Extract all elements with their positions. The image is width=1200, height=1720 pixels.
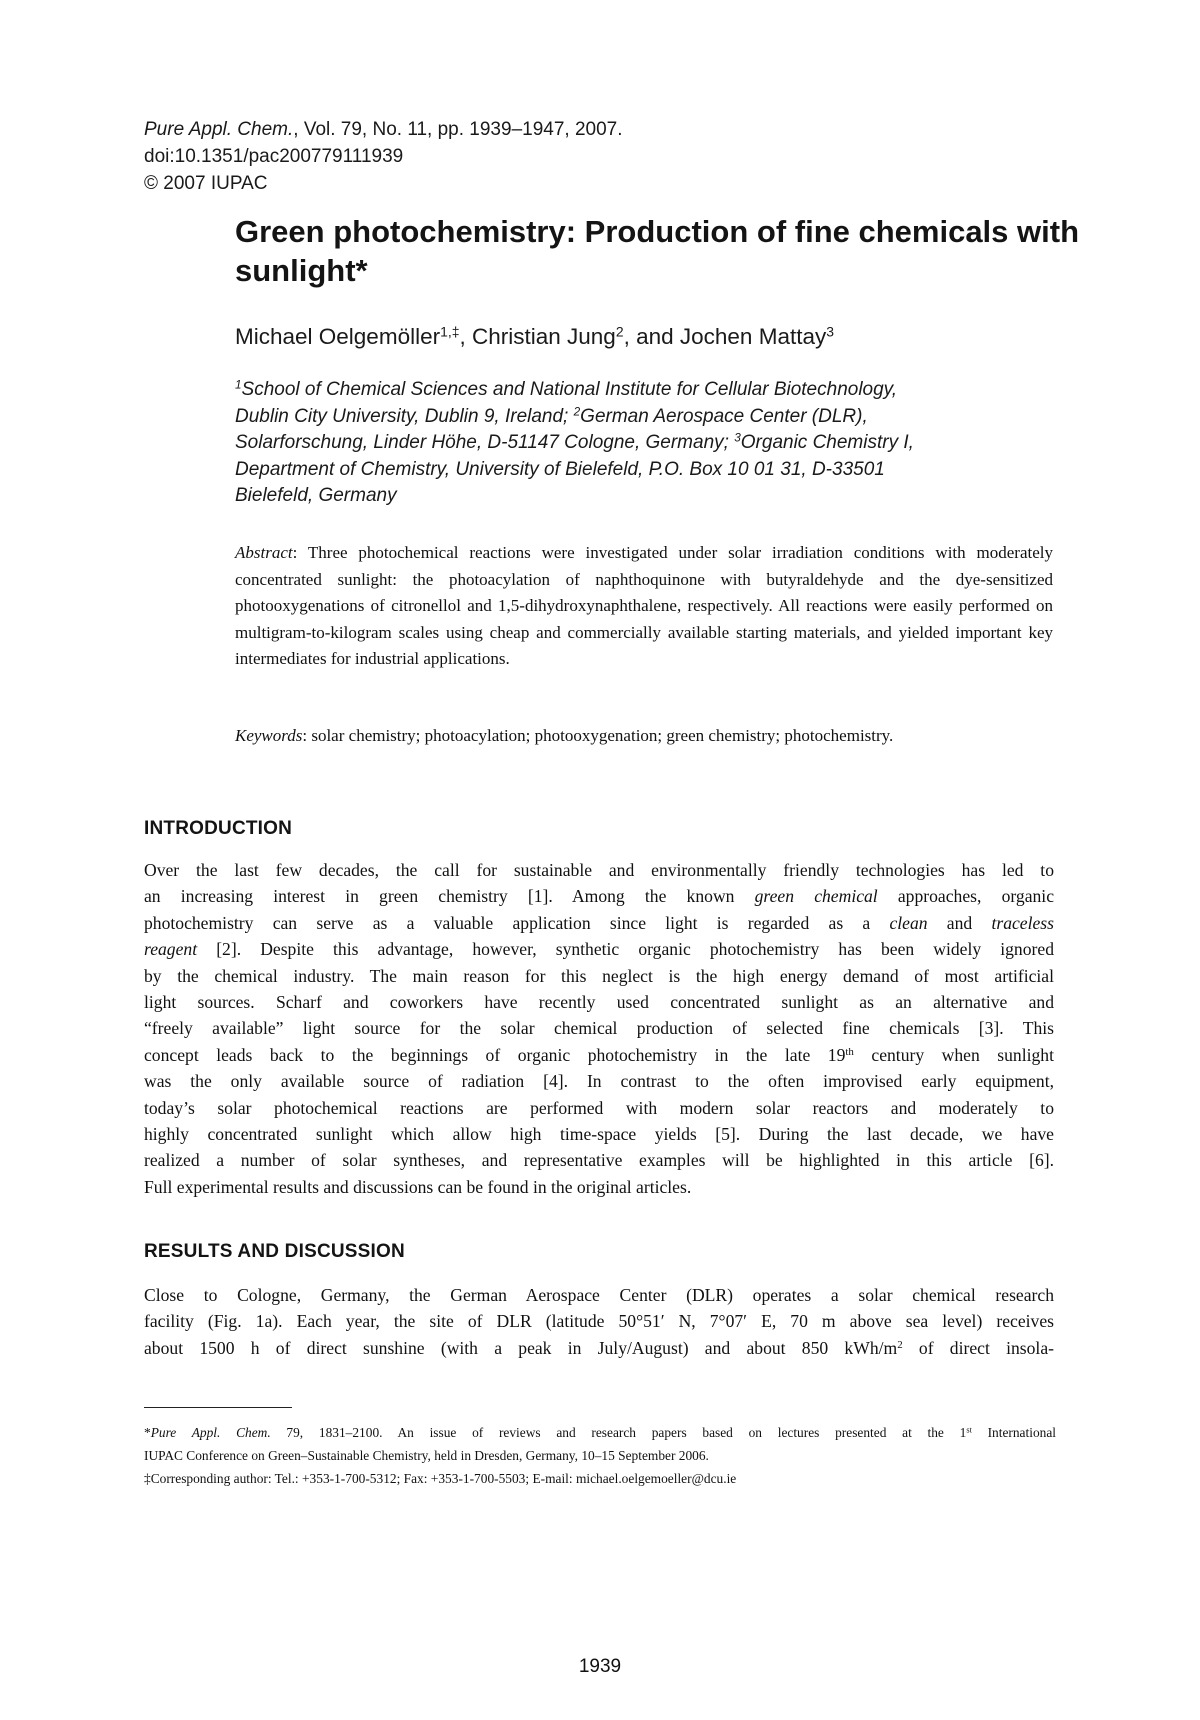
results-paragraph: Close to Cologne, Germany, the German Aerospace Center (DLR) operates a solar chemical research facility (Fig. 1a). Each year, the site of DLR (latitude 50°51′ N, 7°07′ E, 70 m above sea level) receives about 1500 h of direct sunshine (with a peak in July/August) and about 850 kWh/$m^2$ of direct insola- (144, 1285, 1054, 1358)
footnotes: *Pure Appl. Chem. 79, 1831–2100. An issue of reviews and research papers based on lectures presented at the 1st International IUPAC Conference on Green–Sustainable Chemistry, held in Dresden, Germany, 10–15 September 2006. ‡Corresponding author: Tel.: +353-1-700-5312; Fax: +353-1-700-5503; E-mail: michael.oelgemoeller@dcu.ie (144, 1421, 1056, 1490)
introduction-paragraph: Over the last few decades, the call for sustainable and environmentally friendly technologies has led to an increasing interest in green chemistry [1]. Among the known green chemical approaches, organic photochemistry can serve as a valuable application since light is regarded as a clean and traceless reagent [2]. Despite this advantage, however, synthetic organic photochemistry has been widely ignored by the chemical industry. The main reason for this neglect is the high energy demand of most artificial light sources. Scharf and coworkers have recently used concentrated sunlight as an alternative and “freely available” light source for the solar chemical production of selected fine chemicals [3]. This concept leads back to the beginnings of organic photochemistry in the late 19th century when sunlight was the only available source of radiation [4]. In contrast to the often improvised early equipment, today’s solar photochemical reactions are performed with modern solar reactors and moderately to highly concentrated sunlight which allow high time-space yields [5]. During the last decade, we have realized a number of solar syntheses, and representative examples will be highlighted in this article [6]. Full experimental results and discussions can be found in the original articles. (144, 860, 1055, 1197)
affiliations: $^1$School of Chemical Sciences and National Institute for Cellular Biotechnology, Dublin City University, Dublin 9, Ireland; $^2$German Aerospace Center (DLR), Solarforschung, Linder Höhe, D-51147 Cologne, Germany; $^3$Organic Chemistry I, Department of Chemistry, University of Bielefeld, P.O. Box 10 01 31, D-33501 Bielefeld, Germany (235, 378, 914, 506)
author-name: Michael Oelgemöller (235, 324, 441, 349)
doi: doi:10.1351/pac200779111939 (144, 146, 404, 167)
author-list: Michael Oelgemöller$^{1,\ddagger}$, Christian Jung$^2$, and Jochen Mattay$^3$ (235, 323, 834, 349)
author-affiliation-mark: 3 (826, 323, 834, 340)
author-name: Jochen Mattay (679, 324, 827, 349)
journal-name: Pure Appl. Chem. (144, 119, 294, 140)
footnote-divider (144, 1407, 292, 1408)
author-affiliation-mark: 1,‡ (440, 323, 460, 340)
section-heading-results: RESULTS AND DISCUSSION (144, 1241, 405, 1262)
journal-citation: Pure Appl. Chem., Vol. 79, No. 11, pp. 1939–1947, 2007. (144, 119, 623, 140)
journal-header (144, 116, 623, 197)
page-number: 1939 (578, 1656, 622, 1677)
keywords-text: : solar chemistry; photoacylation; photooxygenation; green chemistry; photochemistry. (302, 726, 894, 745)
author-affiliation-mark: 2 (615, 323, 624, 340)
section-heading-introduction: INTRODUCTION (144, 818, 293, 839)
author-name: Christian Jung (472, 324, 616, 349)
footnote-issue: *Pure Appl. Chem. 79, 1831–2100. An issue of reviews and research papers based on lectures presented at the 1st International (144, 1425, 1056, 1440)
paper-title: Green photochemistry: Production of fine chemicals with sunlight* (235, 214, 1080, 288)
keywords (235, 723, 1053, 750)
abstract-label: Abstract (235, 543, 293, 562)
abstract-text: : Three photochemical reactions were investigated under solar irradiation conditions with moderately concentrated sunlight: the photoacylation of naphthoquinone with butyraldehyde and the dye-sensitized photooxygenations of citronellol and 1,5-dihydroxynaphthalene, respectively. All reactions were easily performed on multigram-to-kilogram scales using cheap and commercially available starting materials, and yielded important key intermediates for industrial applications. (235, 543, 1053, 668)
abstract (235, 540, 1053, 673)
copyright: © 2007 IUPAC (144, 173, 268, 194)
keywords-label: Keywords (235, 726, 303, 745)
footnote-corresponding-author: ‡Corresponding author: Tel.: +353-1-700-5312; Fax: +353-1-700-5503; E-mail: michael.oelgemoeller@dcu.ie (144, 1471, 737, 1486)
